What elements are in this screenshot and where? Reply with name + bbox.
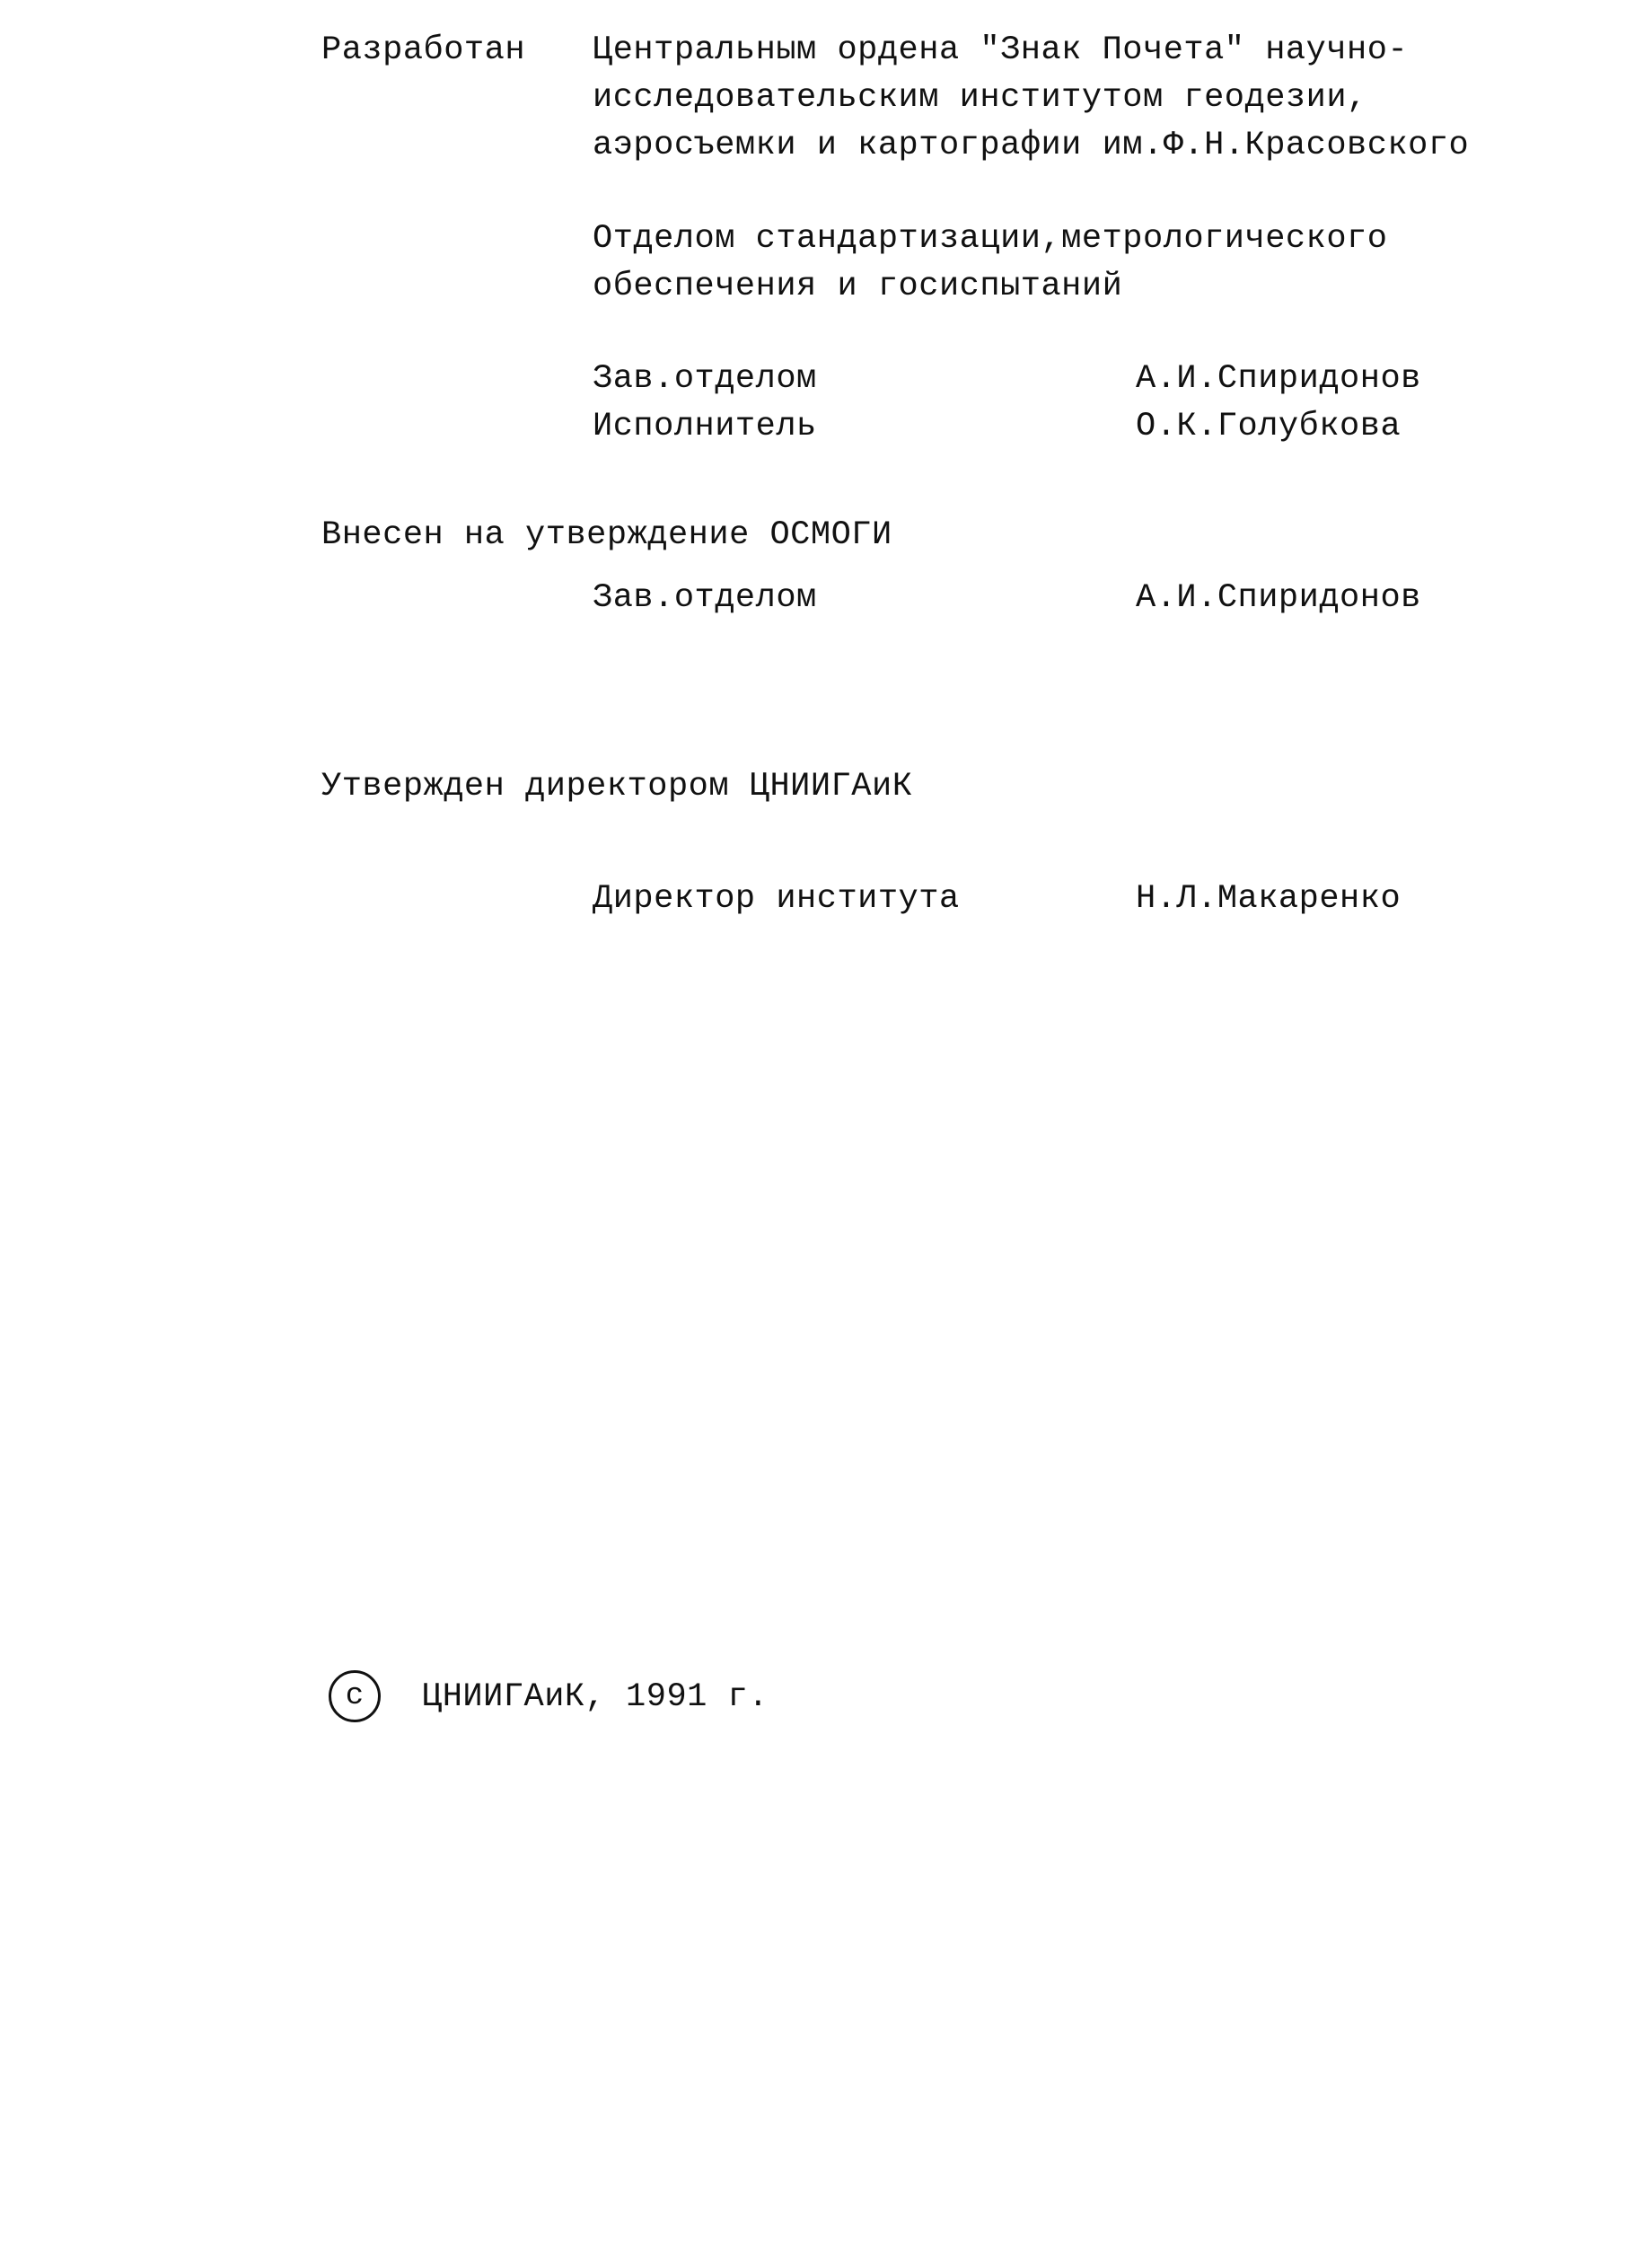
developed-dept-line-2: обеспечения и госиспытаний — [593, 268, 1123, 305]
developed-head-role: Зав.отделом — [593, 360, 817, 398]
copyright-symbol: c — [345, 1679, 365, 1713]
submitted-name: А.И.Спиридонов — [1136, 579, 1421, 617]
copyright-icon — [329, 1670, 381, 1722]
developed-org-line-3: аэросъемки и картографии им.Ф.Н.Красовского — [593, 127, 1470, 164]
developed-dept-line-1: Отделом стандартизации,метрологического — [593, 220, 1388, 258]
copyright-text: ЦНИИГАиК, 1991 г. — [422, 1678, 769, 1716]
submitted-label: Внесен на утверждение ОСМОГИ — [321, 516, 892, 554]
developed-org-line-1: Центральным ордена "Знак Почета" научно- — [593, 31, 1409, 69]
developed-executor-name: О.К.Голубкова — [1136, 408, 1402, 445]
developed-org-line-2: исследовательским институтом геодезии, — [593, 79, 1367, 117]
developed-executor-role: Исполнитель — [593, 408, 817, 445]
approved-label: Утвержден директором ЦНИИГАиК — [321, 768, 913, 805]
submitted-role: Зав.отделом — [593, 579, 817, 617]
developed-label: Разработан — [321, 31, 526, 69]
developed-head-name: А.И.Спиридонов — [1136, 360, 1421, 398]
approved-role: Директор института — [593, 880, 960, 918]
approved-name: Н.Л.Макаренко — [1136, 880, 1402, 918]
